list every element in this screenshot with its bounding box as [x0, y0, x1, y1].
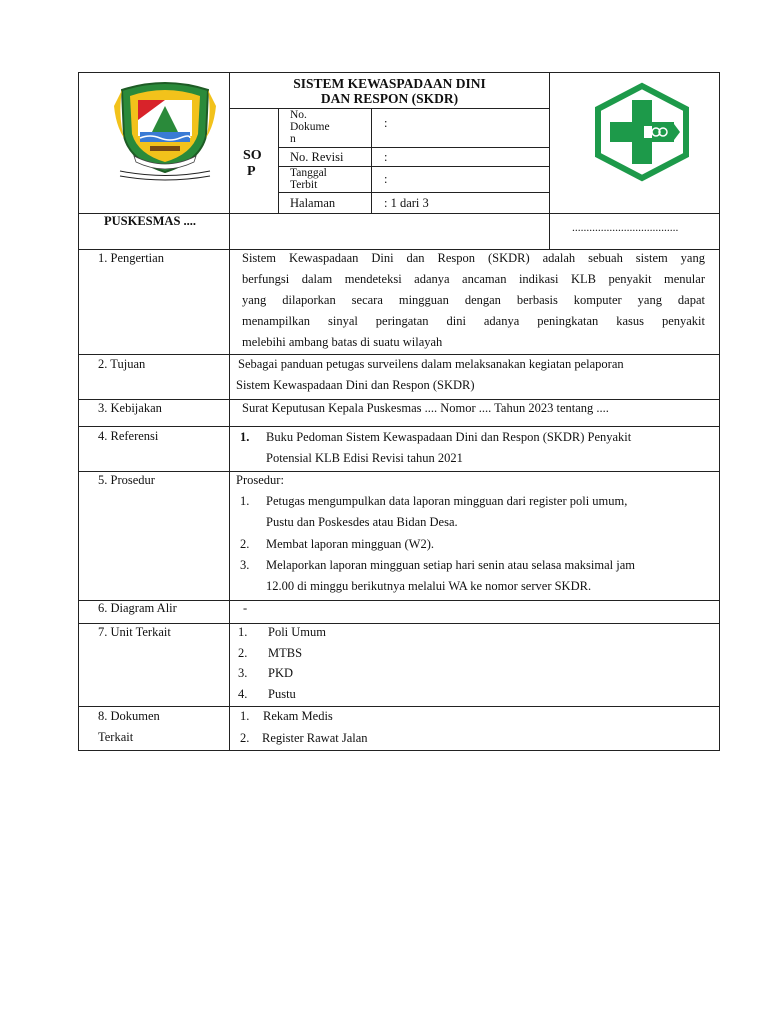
- section-label-referensi: 4. Referensi: [98, 429, 159, 443]
- sop-label-line2: P: [247, 164, 256, 179]
- list-number: 2.: [240, 731, 250, 745]
- halaman-label: Halaman: [290, 196, 336, 210]
- tanggal-terbit-value: :: [384, 172, 388, 186]
- section-label-diagram: 6. Diagram Alir: [98, 601, 177, 615]
- section-label-prosedur: 5. Prosedur: [98, 473, 155, 487]
- section-label-kebijakan: 3. Kebijakan: [98, 401, 162, 415]
- list-item: Register Rawat Jalan: [262, 731, 368, 745]
- text-line: Potensial KLB Edisi Revisi tahun 2021: [266, 451, 463, 465]
- text-line: Pustu dan Poskesdes atau Bidan Desa.: [266, 515, 458, 529]
- section-label-pengertian: 1. Pengertian: [98, 251, 164, 265]
- text-line: Sistem Kewaspadaan Dini dan Respon (SKDR): [236, 378, 475, 392]
- tanggal-terbit-label: Tanggal Terbit: [290, 167, 327, 191]
- text-line: 12.00 di minggu berikutnya melalui WA ke nomor server SKDR.: [266, 579, 592, 593]
- document-title-line1: SISTEM KEWASPADAAN DINI: [293, 76, 486, 91]
- list-item: Pustu: [268, 687, 296, 701]
- no-dokumen-value: :: [384, 116, 388, 130]
- text-line: Sebagai panduan petugas surveilens dalam melaksanakan kegiatan pelaporan: [238, 357, 624, 371]
- section-label-dokumen: 8. Dokumen: [98, 709, 160, 723]
- list-item: PKD: [268, 666, 294, 680]
- prosedur-heading: Prosedur:: [236, 473, 284, 487]
- list-item: Rekam Medis: [263, 709, 333, 723]
- text-line: Sistem Kewaspadaan Dini dan Respon (SKDR) adalah sebuah sistem yang: [242, 251, 705, 265]
- text-line: Petugas mengumpulkan data laporan mingguan dari register poli umum,: [266, 494, 628, 508]
- list-number: 2.: [238, 646, 248, 660]
- halaman-value: : 1 dari 3: [384, 196, 429, 210]
- list-number: 1.: [240, 494, 250, 508]
- list-number: 4.: [238, 687, 248, 701]
- text-line: Membat laporan mingguan (W2).: [266, 537, 435, 551]
- text-line: Surat Keputusan Kepala Puskesmas .... Nomor .... Tahun 2023 tentang ....: [242, 401, 609, 415]
- text-line: melebihi ambang batas di suatu wilayah: [242, 335, 443, 349]
- diagram-value: -: [243, 601, 248, 615]
- section-label-unit: 7. Unit Terkait: [98, 625, 171, 639]
- text-line: Melaporkan laporan mingguan setiap hari senin atau selasa maksimal jam: [266, 558, 635, 572]
- list-number: 1.: [240, 430, 250, 444]
- list-number: 1.: [240, 709, 250, 723]
- puskesmas-logo-icon: [592, 82, 692, 182]
- section-label-tujuan: 2. Tujuan: [98, 357, 146, 371]
- list-number: 3.: [238, 666, 248, 680]
- signature-placeholder: .....................................: [572, 222, 679, 234]
- puskesmas-name: PUSKESMAS ....: [104, 214, 197, 228]
- text-line: Buku Pedoman Sistem Kewaspadaan Dini dan Respon (SKDR) Penyakit: [266, 430, 632, 444]
- document-title-line2: DAN RESPON (SKDR): [320, 91, 459, 106]
- regional-emblem-icon: [110, 76, 220, 184]
- list-number: 2.: [240, 537, 250, 551]
- list-item: Poli Umum: [268, 625, 326, 639]
- no-dokumen-label: No. Dokume n: [290, 109, 330, 145]
- text-line: menampilkan sinyal peringatan dini adanya peningkatan kasus penyakit: [242, 314, 705, 328]
- list-item: MTBS: [268, 646, 303, 660]
- list-number: 1.: [238, 625, 248, 639]
- list-number: 3.: [240, 558, 250, 572]
- section-label-dokumen-line2: Terkait: [98, 730, 134, 744]
- no-revisi-label: No. Revisi: [290, 150, 344, 164]
- sop-label-line1: SO: [243, 148, 262, 163]
- text-line: yang dilaporkan secara mingguan dengan berbasis komputer yang dapat: [242, 293, 705, 307]
- no-revisi-value: :: [384, 150, 388, 164]
- text-line: berfungsi dalam mendeteksi adanya ancaman indikasi KLB penyakit menular: [242, 272, 705, 286]
